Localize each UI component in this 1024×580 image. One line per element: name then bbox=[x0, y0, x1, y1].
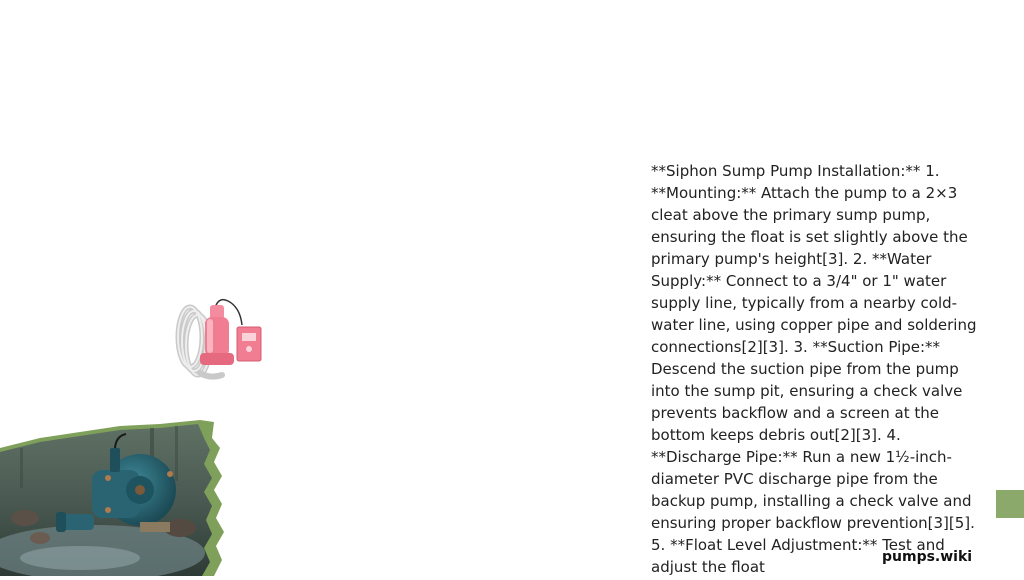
sump-pump-icon bbox=[170, 295, 266, 383]
accent-square bbox=[996, 490, 1024, 518]
body-text: **Siphon Sump Pump Installation:** 1. **Mounting:** Attach the pump to a 2×3 cleat above the primary sump pump, ensuring the float is set slightly above the primary pump's height[3]. 2. **Water Supply:** Connect to a 3/4" or 1" water supply line, typically from a nearby cold-water line, using copper pipe and soldering connections[2][3]. 3. **Suction Pipe:** Descend the suction pipe from the pump into the sump pit, ensuring a check valve prevents backflow and a screen at the bottom keeps debris out[2][3]. 4. **Discharge Pipe:** Run a new 1½-inch-diameter PVC discharge pipe from the backup pump, installing a check valve and ensuring proper backflow prevention[3][5]. 5. **Float Level Adjustment:** Test and adjust the float bbox=[651, 162, 977, 576]
pump-photo bbox=[0, 418, 228, 576]
site-watermark: pumps.wiki bbox=[882, 549, 973, 565]
